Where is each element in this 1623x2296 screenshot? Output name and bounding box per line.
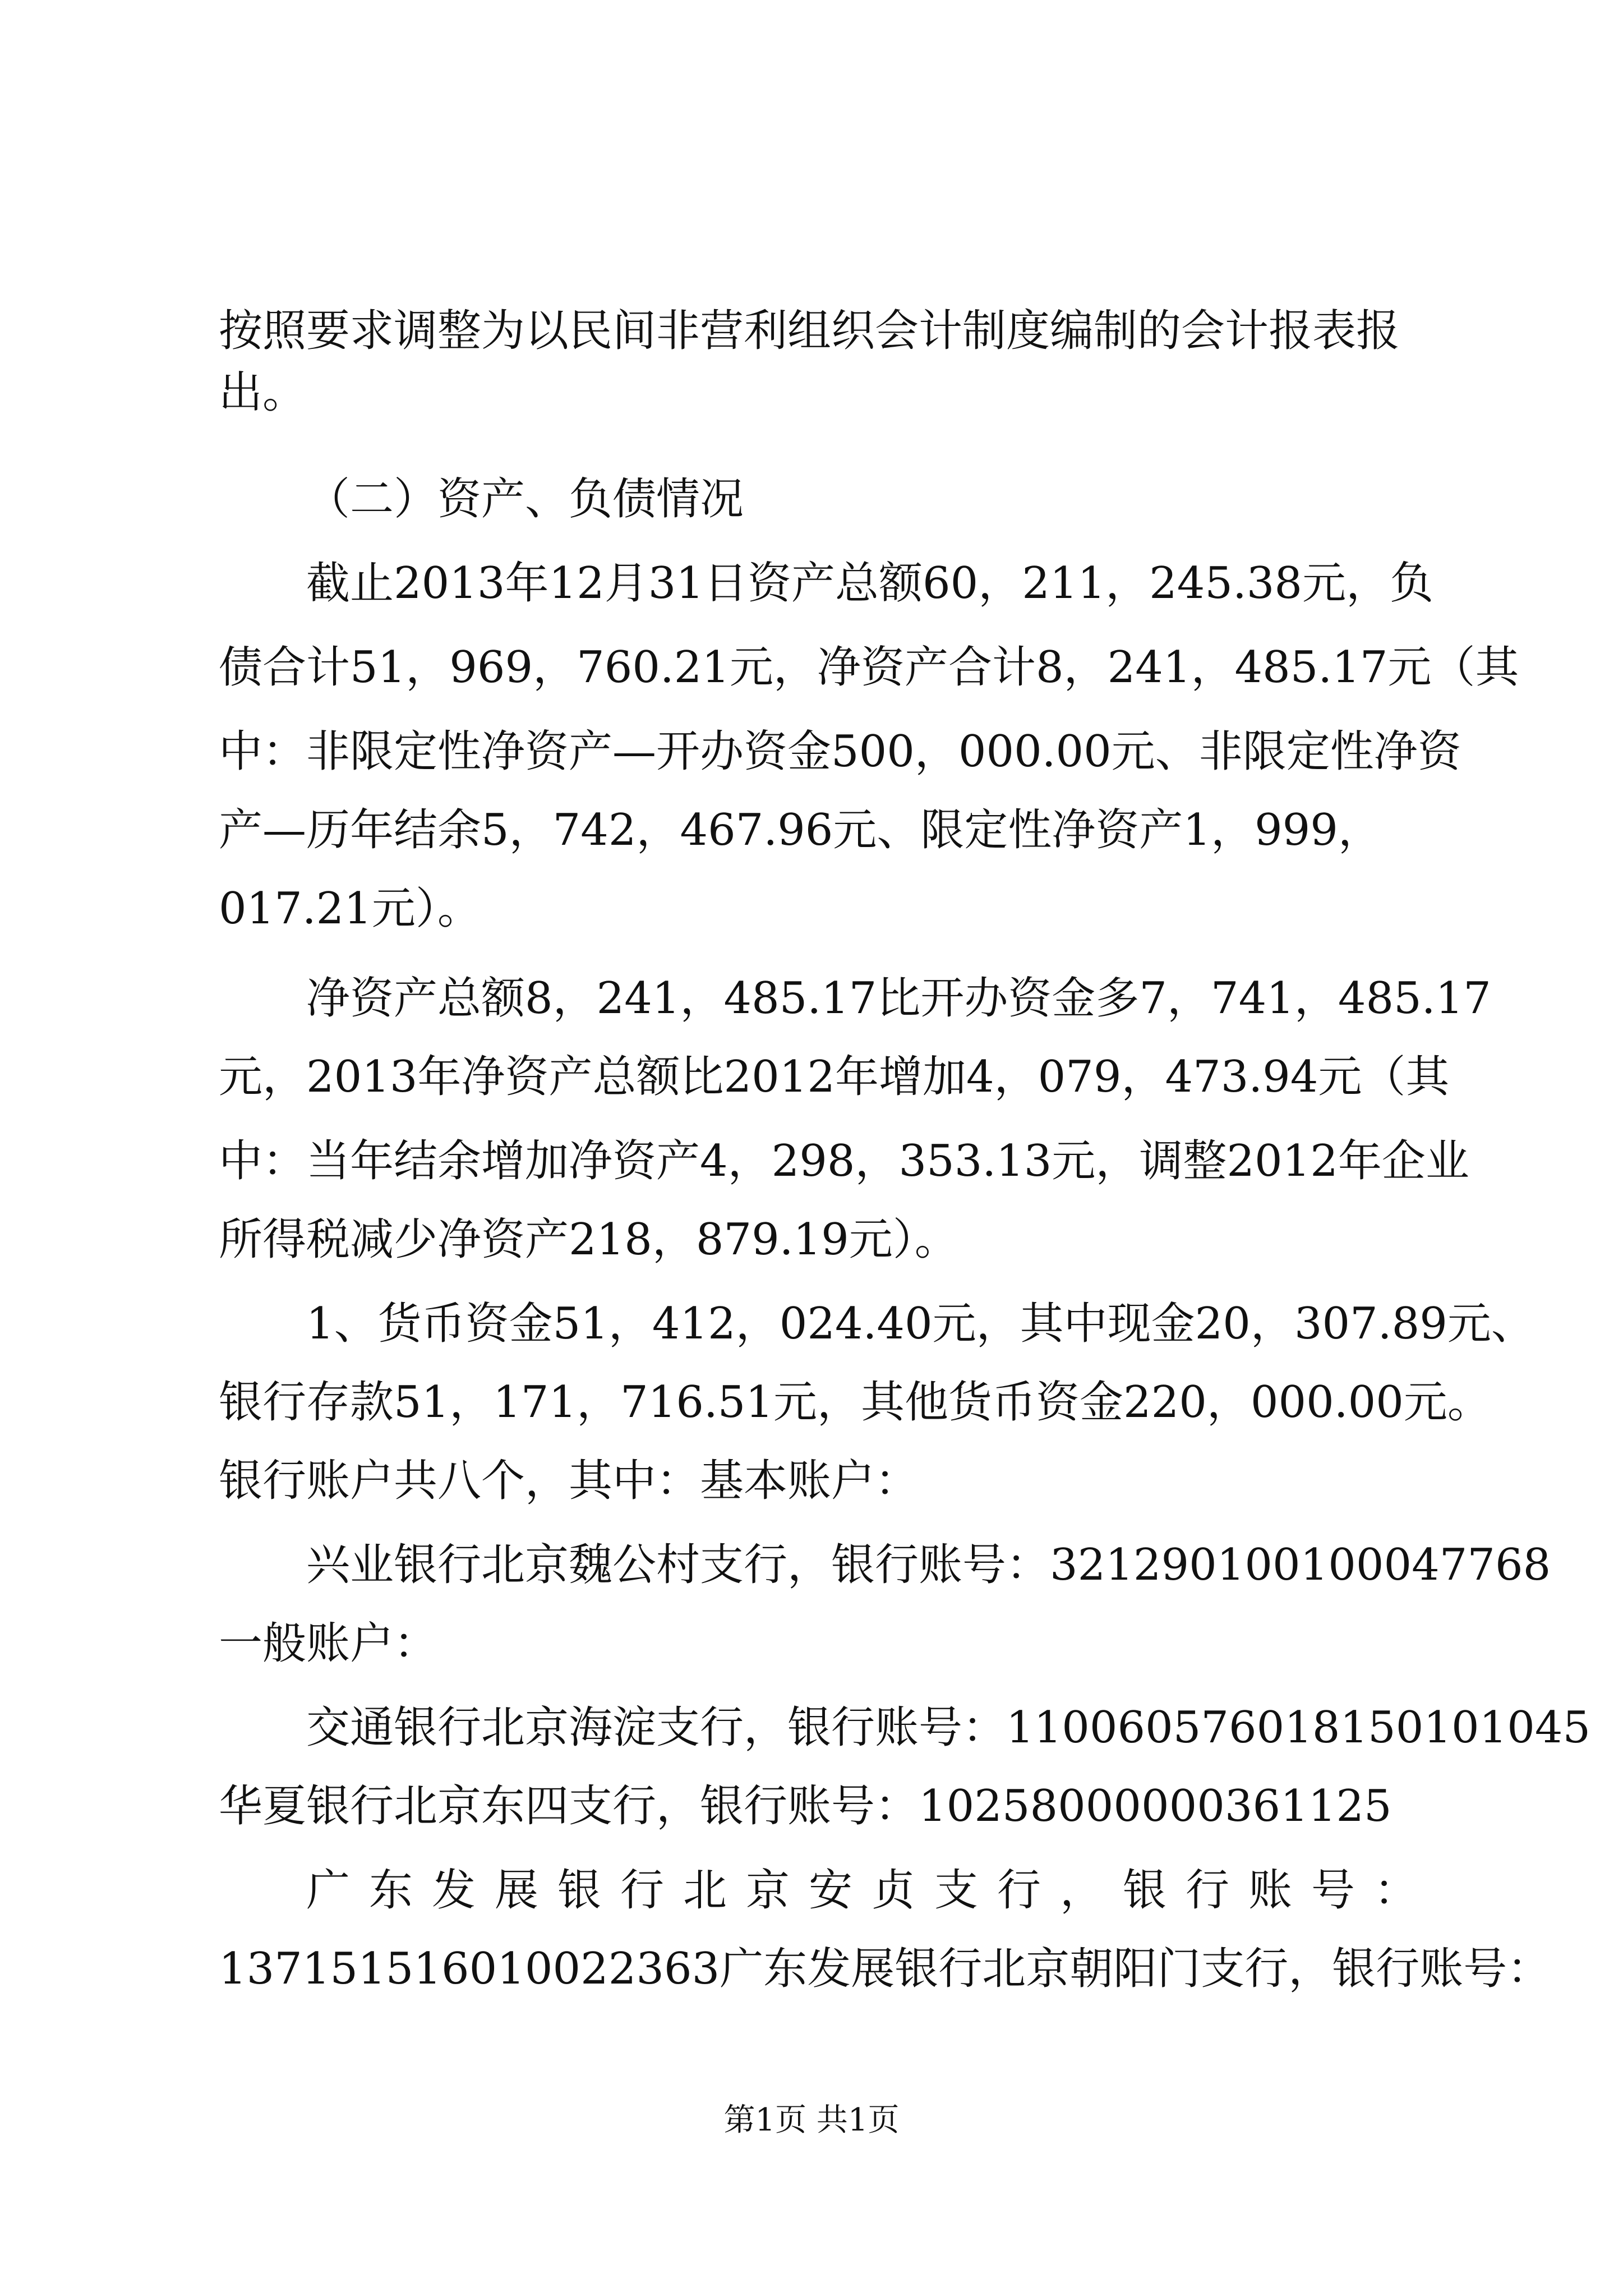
text-line-7: 产—历年结余5，742，467.96元、限定性净资产1，999， bbox=[219, 805, 1382, 855]
text-line-21: 137151516010022363广东发展银行北京朝阳门支行，银行账号： bbox=[219, 1944, 1551, 1994]
text-line-14: 银行存款51，171，716.51元，其他货币资金220，000.00元。 bbox=[219, 1377, 1491, 1428]
text-line-4: 截止2013年12月31日资产总额60，211，245.38元，负 bbox=[306, 558, 1434, 609]
text-line-17: 一般账户： bbox=[219, 1618, 438, 1669]
text-line-19: 华夏银行北京东四支行，银行账号：10258000000361125 bbox=[219, 1781, 1392, 1832]
text-line-2: 出。 bbox=[219, 367, 307, 418]
text-line-13: 1、货币资金51，412，024.40元，其中现金20，307.89元、 bbox=[306, 1299, 1535, 1349]
text-line-12: 所得税减少净资产218，879.19元）。 bbox=[219, 1214, 958, 1265]
page-footer: 第1页 共1页 bbox=[723, 2102, 900, 2138]
text-line-10: 元，2013年净资产总额比2012年增加4，079，473.94元（其 bbox=[219, 1052, 1450, 1102]
text-line-8: 017.21元）。 bbox=[219, 884, 481, 934]
text-line-15: 银行账户共八个，其中：基本账户： bbox=[219, 1456, 919, 1506]
text-line-11: 中：当年结余增加净资产4，298，353.13元，调整2012年企业 bbox=[219, 1136, 1469, 1186]
text-line-16: 兴业银行北京魏公村支行，银行账号：321290100100047768 bbox=[306, 1540, 1551, 1590]
text-line-20: 广东发展银行北京安贞支行，银行账号： bbox=[306, 1865, 1437, 1916]
text-line-6: 中：非限定性净资产—开办资金500，000.00元、非限定性净资 bbox=[219, 726, 1461, 777]
text-line-1: 按照要求调整为以民间非营利组织会计制度编制的会计报表报 bbox=[219, 306, 1400, 356]
text-line-5: 债合计51，969，760.21元，净资产合计8，241，485.17元（其 bbox=[219, 642, 1519, 693]
text-line-18: 交通银行北京海淀支行，银行账号：110060576018150101045 bbox=[306, 1703, 1591, 1753]
text-line-9: 净资产总额8，241，485.17比开办资金多7，741，485.17 bbox=[306, 973, 1491, 1024]
section-heading: （二）资产、负债情况 bbox=[306, 474, 744, 524]
